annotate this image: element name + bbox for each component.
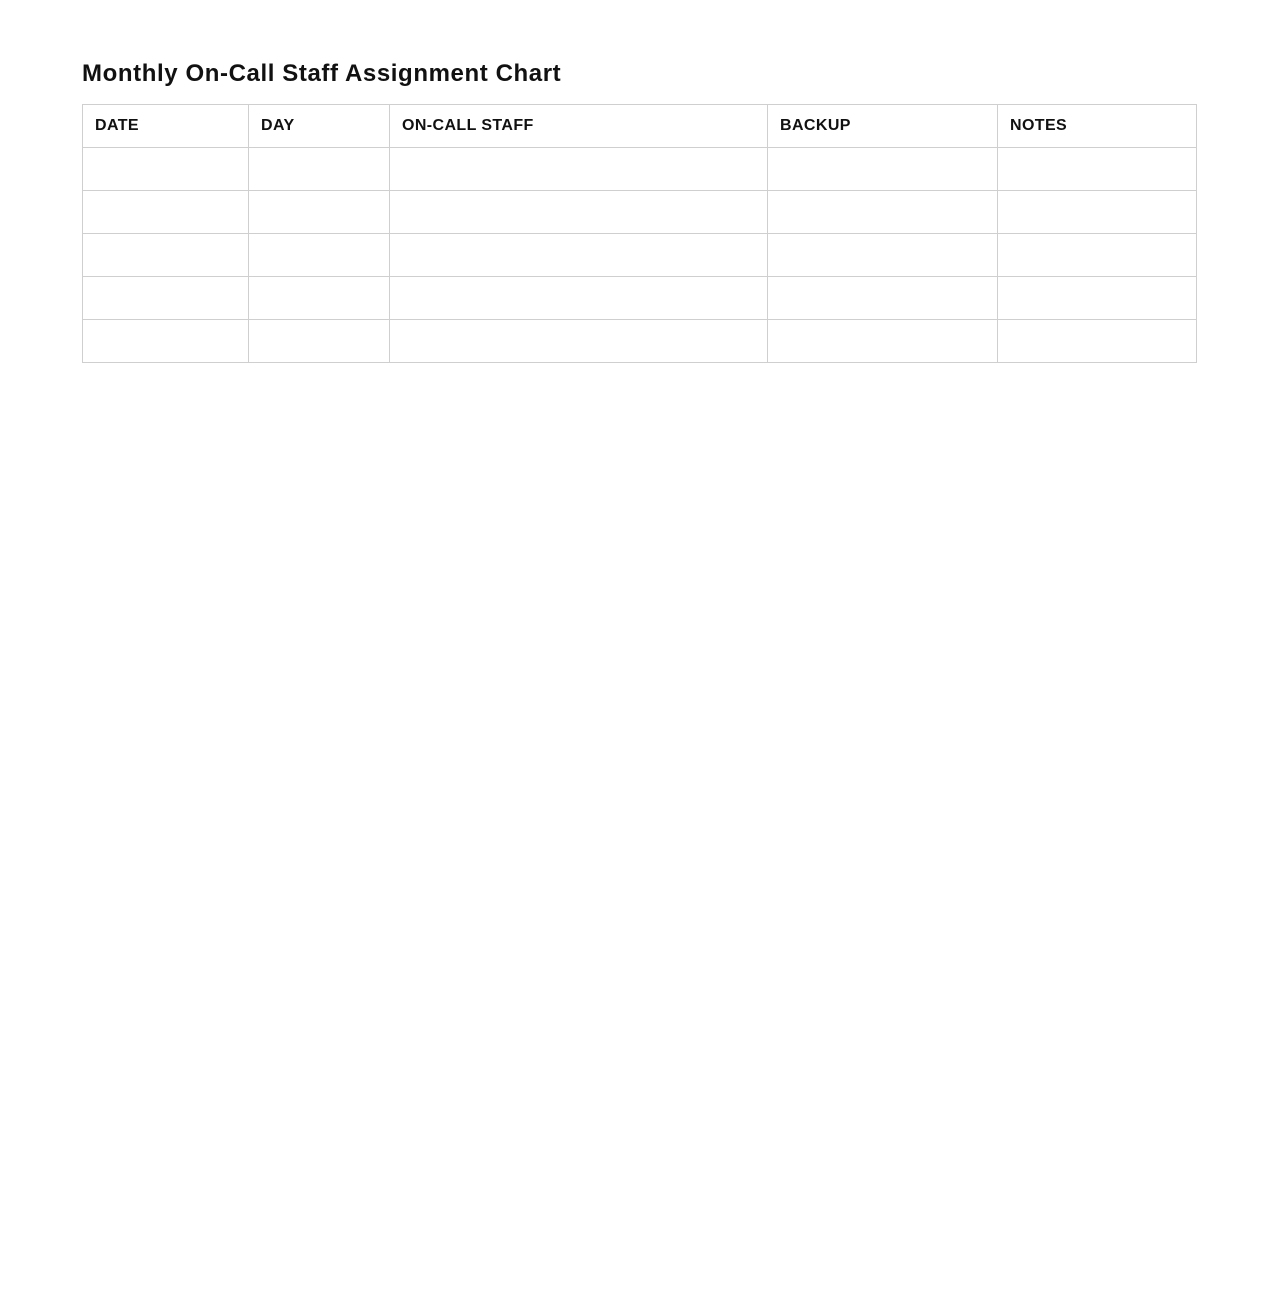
column-header-notes: NOTES	[998, 105, 1197, 148]
table-row	[83, 277, 1197, 320]
on-call-staff-cell[interactable]	[390, 148, 768, 191]
notes-cell[interactable]	[998, 234, 1197, 277]
backup-cell[interactable]	[768, 277, 998, 320]
backup-cell[interactable]	[768, 148, 998, 191]
notes-cell[interactable]	[998, 148, 1197, 191]
column-header-on-call-staff: ON-CALL STAFF	[390, 105, 768, 148]
notes-cell[interactable]	[998, 320, 1197, 363]
backup-cell[interactable]	[768, 234, 998, 277]
on-call-staff-cell[interactable]	[390, 191, 768, 234]
column-header-backup: BACKUP	[768, 105, 998, 148]
page-title: Monthly On-Call Staff Assignment Chart	[82, 60, 562, 87]
date-cell[interactable]	[83, 320, 249, 363]
table-header-row	[83, 105, 1197, 148]
on-call-schedule-table	[82, 104, 1197, 363]
table-row	[83, 191, 1197, 234]
on-call-staff-cell[interactable]	[390, 277, 768, 320]
backup-cell[interactable]	[768, 320, 998, 363]
on-call-staff-cell[interactable]	[390, 320, 768, 363]
day-cell[interactable]	[249, 234, 390, 277]
date-cell[interactable]	[83, 148, 249, 191]
date-cell[interactable]	[83, 191, 249, 234]
backup-cell[interactable]	[768, 191, 998, 234]
column-header-date: DATE	[83, 105, 249, 148]
day-cell[interactable]	[249, 191, 390, 234]
day-cell[interactable]	[249, 148, 390, 191]
table-row	[83, 234, 1197, 277]
notes-cell[interactable]	[998, 277, 1197, 320]
on-call-staff-cell[interactable]	[390, 234, 768, 277]
column-header-day: DAY	[249, 105, 390, 148]
table-row	[83, 148, 1197, 191]
day-cell[interactable]	[249, 277, 390, 320]
date-cell[interactable]	[83, 234, 249, 277]
day-cell[interactable]	[249, 320, 390, 363]
table-row	[83, 320, 1197, 363]
notes-cell[interactable]	[998, 191, 1197, 234]
date-cell[interactable]	[83, 277, 249, 320]
document-page	[82, 58, 1196, 134]
